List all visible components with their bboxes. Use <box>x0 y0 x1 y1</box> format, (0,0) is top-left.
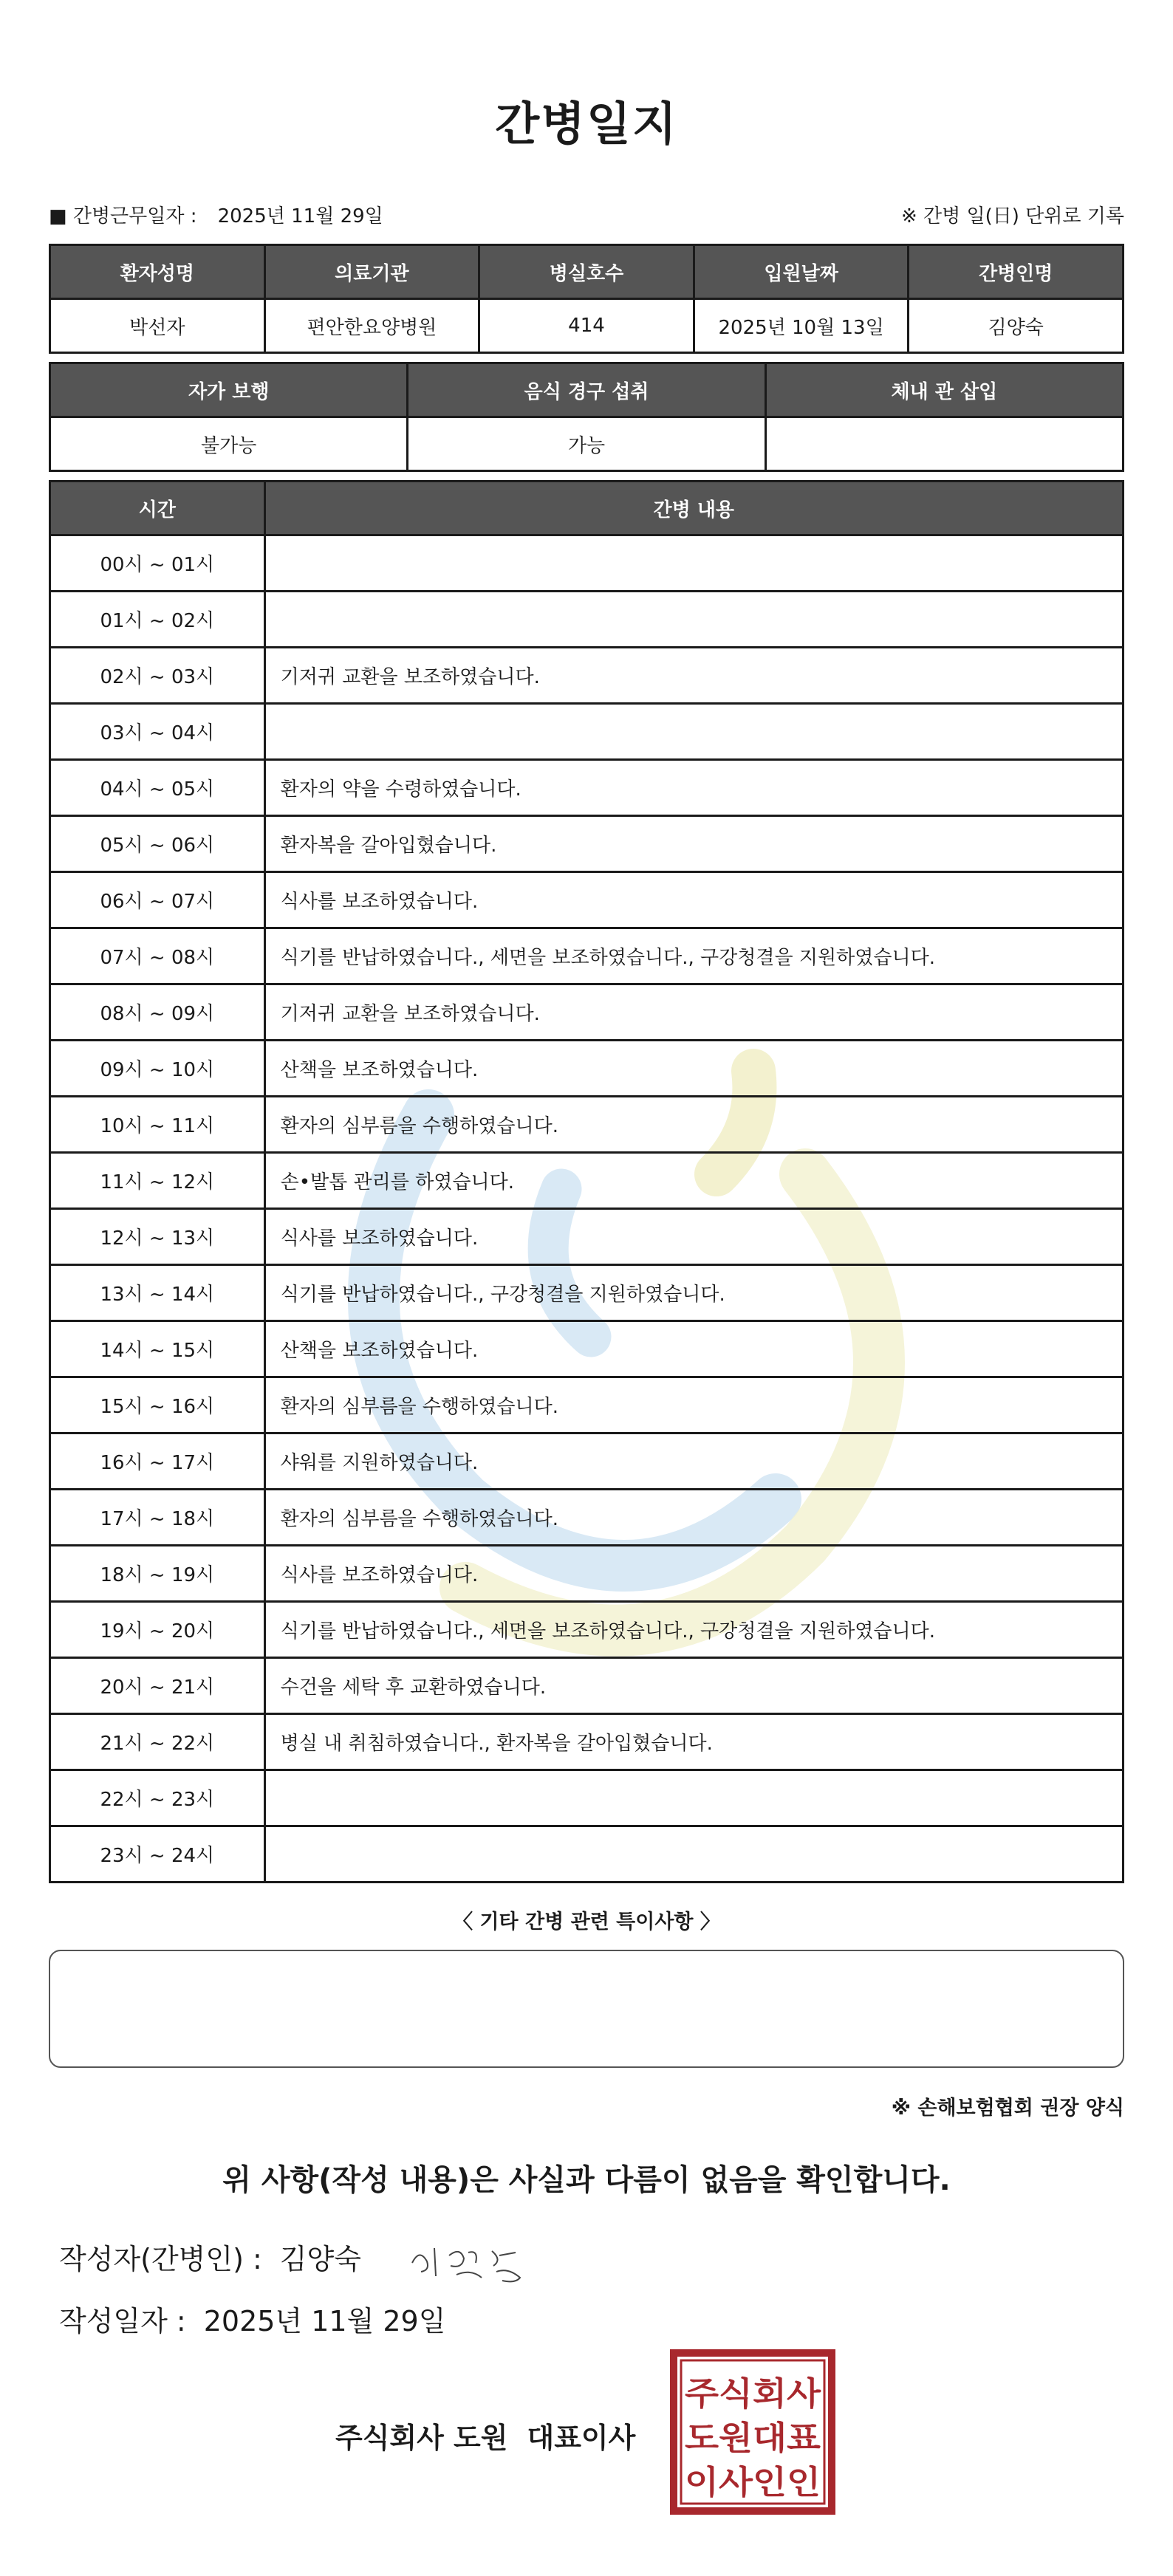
log-time: 11시 ~ 12시 <box>50 1153 265 1209</box>
svg-text:이사인인: 이사인인 <box>685 2464 821 2501</box>
care-log-table <box>49 480 1124 1883</box>
patient-name: 박선자 <box>50 299 265 353</box>
header-care-content: 간병 내용 <box>264 482 1123 535</box>
write-date-label: 작성일자 : <box>59 2305 186 2337</box>
writer-label: 작성자(간병인) : <box>59 2243 262 2275</box>
company-seal <box>669 2349 836 2515</box>
writer-name: 김양숙 <box>279 2243 361 2275</box>
log-content <box>264 1770 1123 1826</box>
log-time: 04시 ~ 05시 <box>50 760 265 816</box>
log-row <box>50 1602 1124 1658</box>
handwritten-signature <box>405 2233 530 2288</box>
log-content: 환자의 심부름을 수행하였습니다. <box>264 1097 1123 1153</box>
log-content: 식기를 반납하였습니다., 세면을 보조하였습니다., 구강청결을 지원하였습니다. <box>264 928 1123 984</box>
self-walking-value: 불가능 <box>50 417 408 471</box>
log-row <box>50 760 1124 816</box>
log-content: 식사를 보조하였습니다. <box>264 1209 1123 1265</box>
admission-date: 2025년 10월 13일 <box>694 299 909 353</box>
log-time: 02시 ~ 03시 <box>50 648 265 704</box>
log-time: 22시 ~ 23시 <box>50 1770 265 1826</box>
log-time: 21시 ~ 22시 <box>50 1714 265 1770</box>
log-time: 14시 ~ 15시 <box>50 1321 265 1377</box>
log-time: 05시 ~ 06시 <box>50 816 265 872</box>
header-institution: 의료기관 <box>264 245 479 299</box>
log-time: 18시 ~ 19시 <box>50 1546 265 1602</box>
log-time: 06시 ~ 07시 <box>50 872 265 928</box>
log-time: 23시 ~ 24시 <box>50 1826 265 1883</box>
log-time: 13시 ~ 14시 <box>50 1265 265 1321</box>
oral-intake-value: 가능 <box>408 417 765 471</box>
log-content: 식기를 반납하였습니다., 세면을 보조하였습니다., 구강청결을 지원하였습니다. <box>264 1602 1123 1658</box>
log-content <box>264 535 1123 592</box>
institution: 편안한요양병원 <box>264 299 479 353</box>
log-content: 기저귀 교환을 보조하였습니다. <box>264 648 1123 704</box>
log-row <box>50 1770 1124 1826</box>
company-name: 주식회사 도원 <box>335 2422 508 2454</box>
log-content: 환자의 심부름을 수행하였습니다. <box>264 1377 1123 1433</box>
write-date-line <box>59 2298 445 2339</box>
log-time: 01시 ~ 02시 <box>50 592 265 648</box>
log-content: 식기를 반납하였습니다., 구강청결을 지원하였습니다. <box>264 1265 1123 1321</box>
header-patient-name: 환자성명 <box>50 245 265 299</box>
log-time: 07시 ~ 08시 <box>50 928 265 984</box>
room-number: 414 <box>479 299 694 353</box>
header-time: 시간 <box>50 482 265 535</box>
log-content: 산책을 보조하였습니다. <box>264 1041 1123 1097</box>
log-row <box>50 816 1124 872</box>
log-row <box>50 648 1124 704</box>
header-self-walking: 자가 보행 <box>50 363 408 417</box>
header-admission-date: 입원날짜 <box>694 245 909 299</box>
log-row <box>50 1209 1124 1265</box>
care-date-label: ■ 간병근무일자 : <box>49 205 197 227</box>
log-time: 19시 ~ 20시 <box>50 1602 265 1658</box>
log-content: 샤워를 지원하였습니다. <box>264 1433 1123 1490</box>
patient-status-table <box>49 362 1124 472</box>
svg-text:주식회사: 주식회사 <box>685 2375 822 2413</box>
log-row <box>50 1265 1124 1321</box>
log-content: 기저귀 교환을 보조하였습니다. <box>264 984 1123 1041</box>
log-content: 병실 내 취침하였습니다., 환자복을 갈아입혔습니다. <box>264 1714 1123 1770</box>
log-time: 15시 ~ 16시 <box>50 1377 265 1433</box>
log-row <box>50 1321 1124 1377</box>
log-time: 10시 ~ 11시 <box>50 1097 265 1153</box>
notes-box <box>49 1950 1124 2068</box>
log-row <box>50 1153 1124 1209</box>
log-row <box>50 1041 1124 1097</box>
writer-line <box>59 2236 361 2277</box>
log-time: 17시 ~ 18시 <box>50 1490 265 1546</box>
write-date-value: 2025년 11월 29일 <box>203 2305 446 2337</box>
document-title: 간병일지 <box>495 97 678 151</box>
log-content: 환자복을 갈아입혔습니다. <box>264 816 1123 872</box>
company-rep: 대표이사 <box>527 2422 636 2454</box>
log-content: 손•발톱 관리를 하였습니다. <box>264 1153 1123 1209</box>
log-time: 09시 ~ 10시 <box>50 1041 265 1097</box>
header-oral-intake: 음식 경구 섭취 <box>408 363 765 417</box>
log-row <box>50 1097 1124 1153</box>
log-row <box>50 592 1124 648</box>
log-row <box>50 1433 1124 1490</box>
unit-note: ※ 간병 일(日) 단위로 기록 <box>900 205 1124 227</box>
log-time: 08시 ~ 09시 <box>50 984 265 1041</box>
patient-info-table <box>49 244 1124 354</box>
log-row <box>50 872 1124 928</box>
caregiver-name: 김양숙 <box>909 299 1124 353</box>
log-row <box>50 535 1124 592</box>
log-row <box>50 1714 1124 1770</box>
log-content: 수건을 세탁 후 교환하였습니다. <box>264 1658 1123 1714</box>
log-row <box>50 1377 1124 1433</box>
notes-title: 〈 기타 간병 관련 특이사항 〉 <box>453 1911 720 1933</box>
log-row <box>50 1826 1124 1883</box>
log-content: 산책을 보조하였습니다. <box>264 1321 1123 1377</box>
log-row <box>50 1546 1124 1602</box>
log-content: 식사를 보조하였습니다. <box>264 1546 1123 1602</box>
header-tube-insertion: 체내 관 삽입 <box>765 363 1123 417</box>
log-time: 20시 ~ 21시 <box>50 1658 265 1714</box>
log-time: 16시 ~ 17시 <box>50 1433 265 1490</box>
log-row <box>50 704 1124 760</box>
care-date-line <box>49 201 383 228</box>
svg-text:도원대표: 도원대표 <box>685 2419 821 2457</box>
log-row <box>50 984 1124 1041</box>
log-content: 환자의 심부름을 수행하였습니다. <box>264 1490 1123 1546</box>
tube-insertion-value <box>765 417 1123 471</box>
confirmation-statement: 위 사항(작성 내용)은 사실과 다름이 없음을 확인합니다. <box>222 2163 951 2197</box>
log-content <box>264 704 1123 760</box>
log-content: 환자의 약을 수령하였습니다. <box>264 760 1123 816</box>
care-date-value: 2025년 11월 29일 <box>217 205 383 227</box>
log-row <box>50 928 1124 984</box>
log-content <box>264 592 1123 648</box>
header-room: 병실호수 <box>479 245 694 299</box>
log-time: 12시 ~ 13시 <box>50 1209 265 1265</box>
log-content <box>264 1826 1123 1883</box>
log-row <box>50 1658 1124 1714</box>
log-content: 식사를 보조하였습니다. <box>264 872 1123 928</box>
company-line <box>335 2415 635 2456</box>
log-row <box>50 1490 1124 1546</box>
log-time: 00시 ~ 01시 <box>50 535 265 592</box>
header-caregiver: 간병인명 <box>909 245 1124 299</box>
log-time: 03시 ~ 04시 <box>50 704 265 760</box>
recommend-note: ※ 손해보험협회 권장 양식 <box>891 2097 1124 2120</box>
